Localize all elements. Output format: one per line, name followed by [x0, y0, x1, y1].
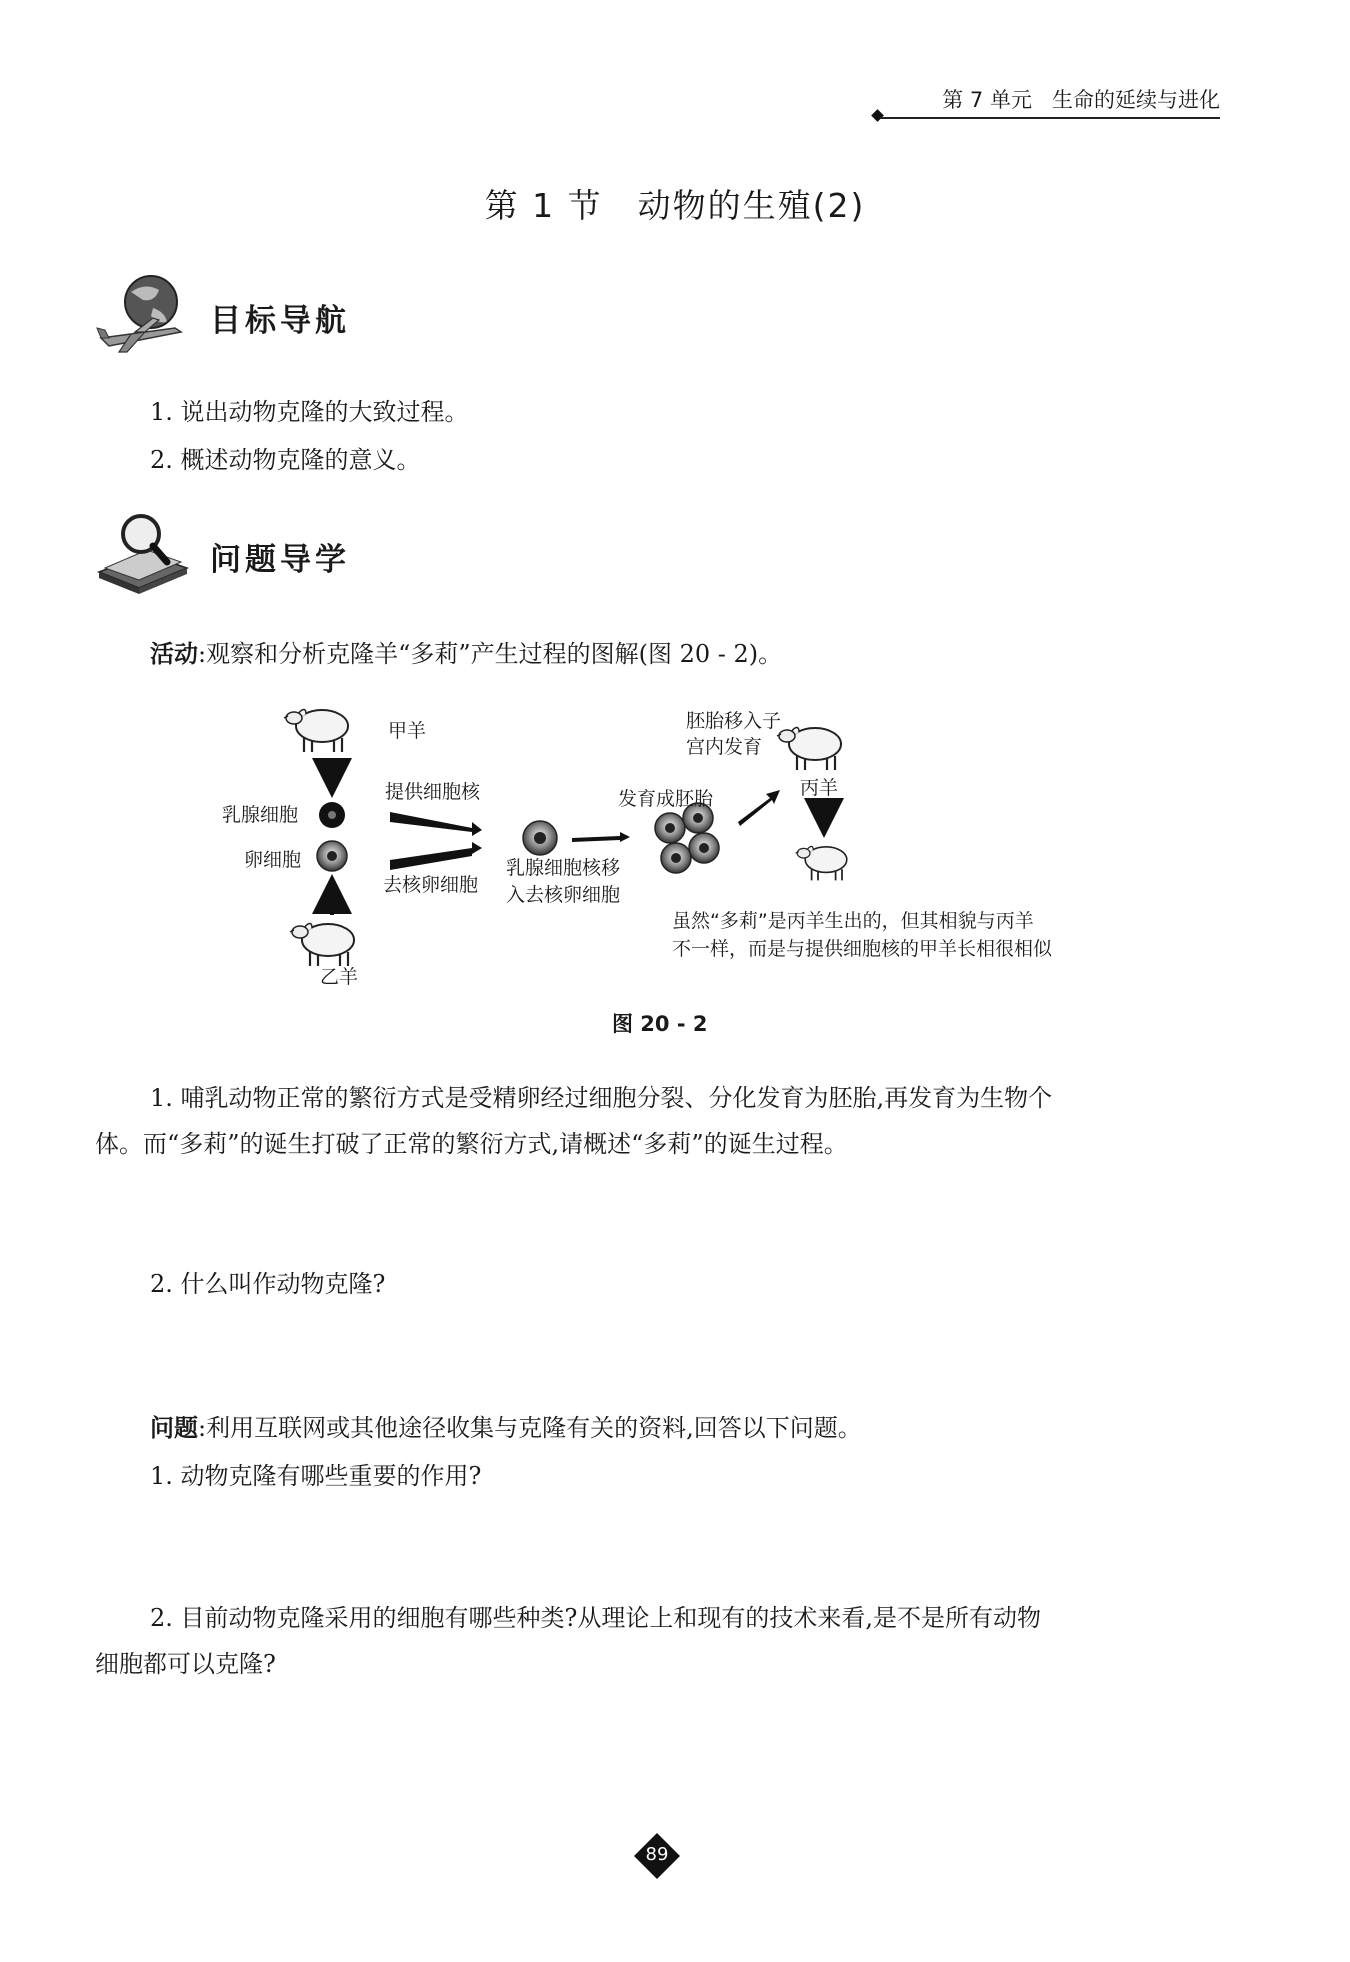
label-implant: 胚胎移入子 — [686, 710, 782, 732]
label-develop-embryo: 发育成胚胎 — [618, 788, 714, 810]
sheep-c-figure — [777, 728, 841, 771]
label-mammary-cell: 乳腺细胞 — [222, 804, 299, 826]
page-number-badge — [633, 1832, 681, 1880]
problem-question-2-line-2: 细胞都可以克隆? — [95, 1650, 276, 1678]
problem-question-2-line-1: 2. 目前动物克隆采用的细胞有哪些种类?从理论上和现有的技术来看,是不是所有动物 — [150, 1604, 1042, 1632]
unit-number: 第 7 单元 — [942, 88, 1032, 112]
label-nucleus-transfer: 乳腺细胞核移 — [506, 857, 621, 879]
activity-text: :观察和分析克隆羊“多莉”产生过程的图解(图 20 - 2)。 — [198, 640, 783, 668]
objective-item: 1. 说出动物克隆的大致过程。 — [150, 398, 469, 426]
embryo-cluster — [655, 803, 719, 873]
header-rule — [880, 117, 1220, 119]
questions-heading: 问题导学 — [210, 542, 350, 578]
label-implant: 宫内发育 — [686, 736, 763, 758]
arrow-to-sheep-c — [738, 790, 780, 826]
label-provide-nucleus: 提供细胞核 — [385, 781, 481, 803]
unit-title: 生命的延续与进化 — [1052, 88, 1220, 112]
label-nucleus-transfer: 入去核卵细胞 — [506, 884, 621, 906]
label-egg-cell: 卵细胞 — [244, 849, 302, 871]
header-diamond — [871, 109, 884, 122]
diagram-note: 不一样，而是与提供细胞核的甲羊长相很相似 — [672, 938, 1053, 960]
dolly-figure — [796, 846, 847, 880]
running-header — [942, 84, 1220, 114]
problem-question-1: 1. 动物克隆有哪些重要的作用? — [150, 1462, 482, 1490]
question-1-line-2: 体。而“多莉”的诞生打破了正常的繁衍方式,请概述“多莉”的诞生过程。 — [95, 1130, 848, 1158]
page-number: 89 — [645, 1844, 669, 1865]
page-title: 第 1 节 动物的生殖(2) — [484, 186, 866, 225]
label-sheep-c: 丙羊 — [800, 777, 839, 799]
globe-airplane-icon — [95, 272, 191, 362]
label-sheep-a: 甲羊 — [388, 720, 427, 742]
wedge-arrow-lower — [390, 842, 482, 870]
problem-text: :利用互联网或其他途径收集与克隆有关的资料,回答以下问题。 — [198, 1414, 862, 1442]
arrow-to-embryo — [572, 832, 630, 842]
magnifier-books-icon — [95, 510, 191, 600]
activity-label: 活动 — [150, 640, 198, 668]
figure-caption: 图 20 - 2 — [612, 1012, 708, 1036]
activity-line — [150, 638, 782, 670]
problem-label: 问题 — [150, 1414, 198, 1442]
label-sheep-b: 乙羊 — [320, 966, 359, 988]
wedge-arrow-upper — [390, 812, 482, 836]
diagram-note: 虽然“多莉”是丙羊生出的，但其相貌与丙羊 — [672, 910, 1034, 932]
sheep-b-figure — [290, 924, 354, 967]
label-enucleated-egg: 去核卵细胞 — [383, 874, 479, 896]
sheep-a-figure — [284, 710, 348, 753]
problem-line — [150, 1412, 862, 1444]
question-2: 2. 什么叫作动物克隆? — [150, 1270, 386, 1298]
question-1-line-1: 1. 哺乳动物正常的繁衍方式是受精卵经过细胞分裂、分化发育为胚胎,再发育为生物个 — [150, 1084, 1053, 1112]
objective-item: 2. 概述动物克隆的意义。 — [150, 446, 421, 474]
objectives-heading: 目标导航 — [210, 303, 350, 339]
